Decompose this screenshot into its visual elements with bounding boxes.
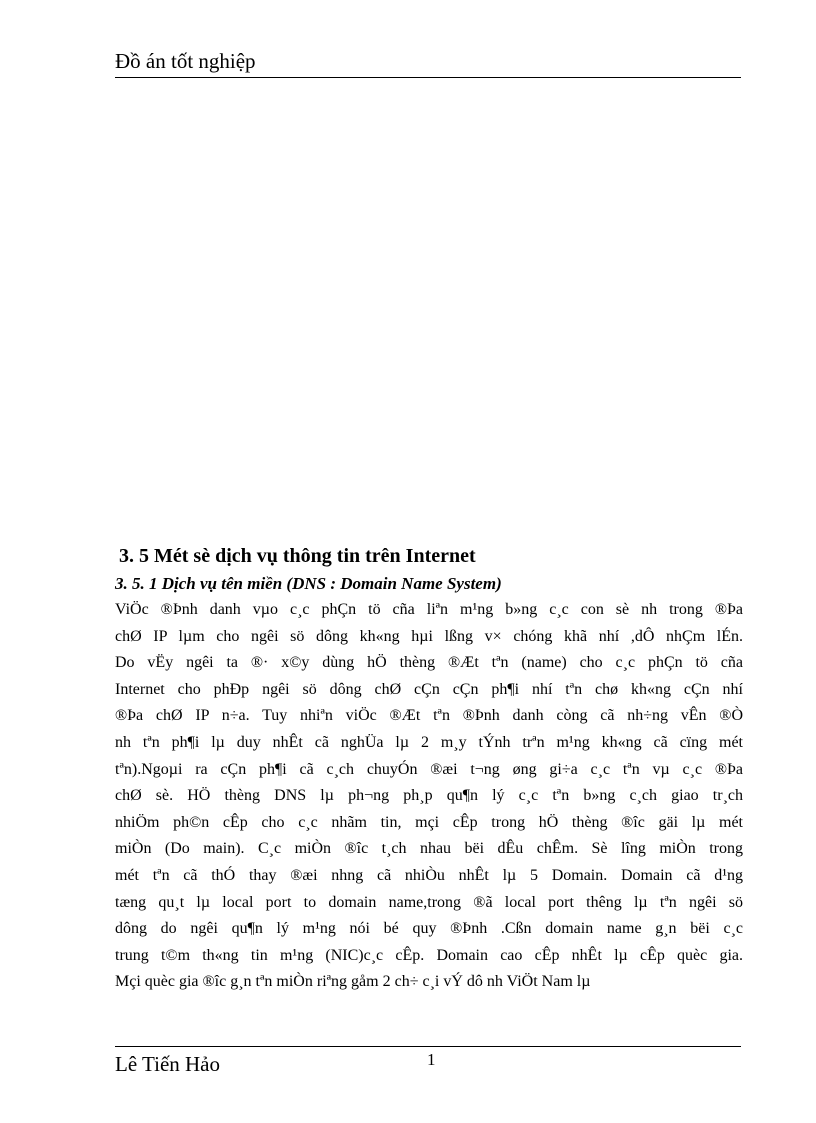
header-title: Đồ án tốt nghiệp bbox=[115, 49, 256, 73]
body-paragraph bbox=[115, 597, 743, 996]
body-line: Do vËy ngêi ta ®· x©y dùng hÖ thèng ®Æt tªn (name) cho c¸c phÇn tö cña bbox=[115, 654, 743, 672]
body-line: chØ IP lµm cho ngêi sö dông kh«ng hµi lßng v× chóng khã nhí ,dÔ nhÇm lÉn. bbox=[115, 627, 743, 645]
footer-author: Lê Tiến Hảo bbox=[115, 1052, 220, 1076]
body-line: chØ sè. HÖ thèng DNS lµ ph¬ng ph¸p qu¶n lý c¸c tªn b»ng c¸ch giao tr¸ch bbox=[115, 787, 743, 805]
body-line: ®Þa chØ IP n÷a. Tuy nhiªn viÖc ®Æt tªn ®Þnh danh còng cã nh÷ng vÊn ®Ò bbox=[115, 707, 743, 725]
body-line: dông do ngêi qu¶n lý m¹ng nói bé quy ®Þnh .Cßn domain name g¸n bëi c¸c bbox=[115, 920, 743, 938]
body-line: nhiÖm ph©n cÊp cho c¸c nhãm tin, mçi cÊp trong hÖ thèng ®îc gäi lµ mét bbox=[115, 813, 743, 831]
body-line: nh tªn ph¶i lµ duy nhÊt cã nghÜa lµ 2 m¸y tÝnh trªn m¹ng kh«ng cã cïng mét bbox=[115, 733, 743, 751]
body-line: Mçi quèc gia ®îc g¸n tªn miÒn riªng gåm 2 ch÷ c¸i vÝ dô nh ViÖt Nam lµ bbox=[115, 973, 591, 991]
body-line: mét tªn cã thÓ thay ®æi nhng cã nhiÒu nhÊt lµ 5 Domain. Domain cã d¹ng bbox=[115, 866, 743, 884]
body-line: miÒn (Do main). C¸c miÒn ®îc t¸ch nhau bëi dÊu chÊm. Sè lîng miÒn trong bbox=[115, 840, 743, 858]
body-line: tªn).Ngoµi ra cÇn ph¶i cã c¸ch chuyÓn ®æi t¬ng øng gi÷a c¸c tªn vµ c¸c ®Þa bbox=[115, 760, 743, 778]
body-line: tæng qu¸t lµ local port to domain name,trong ®ã local port thêng lµ tªn ngêi sö bbox=[115, 893, 743, 911]
body-line: Internet cho phÐp ngêi sö dông chØ cÇn cÇn ph¶i nhí tªn chø kh«ng cÇn nhí bbox=[115, 680, 743, 698]
section-heading: 3. 5 Mét sè dịch vụ thông tin trên Internet bbox=[119, 545, 476, 567]
page-number: 1 bbox=[427, 1050, 436, 1069]
page-footer bbox=[115, 1046, 741, 1087]
body-line: ViÖc ®Þnh danh vµo c¸c phÇn tö cña liªn m¹ng b»ng c¸c con sè nh trong ®Þa bbox=[115, 601, 743, 618]
subsection-heading: 3. 5. 1 Dịch vụ tên miền (DNS : Domain Name System) bbox=[115, 574, 502, 593]
body-line: trung t©m th«ng tin m¹ng (NIC)c¸c cÊp. Domain cao cÊp nhÊt lµ cÊp quèc gia. bbox=[115, 946, 743, 964]
page-header bbox=[115, 46, 741, 78]
